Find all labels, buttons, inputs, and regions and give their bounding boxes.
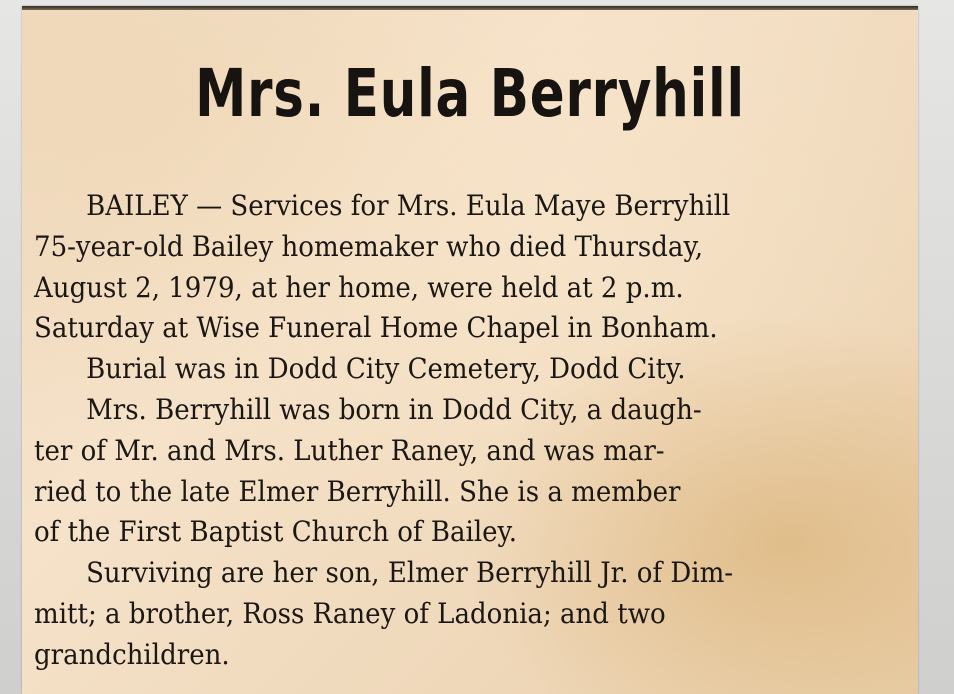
body-line: mitt; a brother, Ross Raney of Ladonia; and two [34, 596, 666, 630]
body-line: Surviving are her son, Elmer Berryhill Jr. of Dim- [86, 556, 734, 590]
body-line: BAILEY — Services for Mrs. Eula Maye Berryhill [86, 189, 731, 222]
newspaper-clipping [22, 6, 918, 694]
obituary-body [34, 186, 852, 676]
body-line: 75-year-old Bailey homemaker who died Thursday, [34, 229, 704, 263]
body-line: ter of Mr. and Mrs. Luther Raney, and was mar- [34, 433, 665, 467]
body-line: August 2, 1979, at her home, were held at 2 p.m. [34, 270, 684, 304]
body-line: of the First Baptist Church of Bailey. [34, 515, 518, 549]
body-line: Burial was in Dodd City Cemetery, Dodd City. [86, 352, 686, 386]
body-line: Mrs. Berryhill was born in Dodd City, a daugh- [86, 392, 702, 426]
clipping-top-edge [22, 6, 918, 10]
body-line: grandchildren. [34, 637, 230, 671]
body-line: ried to the late Elmer Berryhill. She is a member [34, 474, 681, 508]
body-line: Saturday at Wise Funeral Home Chapel in Bonham. [34, 311, 718, 345]
obituary-headline: Mrs. Eula Berryhill [195, 55, 745, 132]
